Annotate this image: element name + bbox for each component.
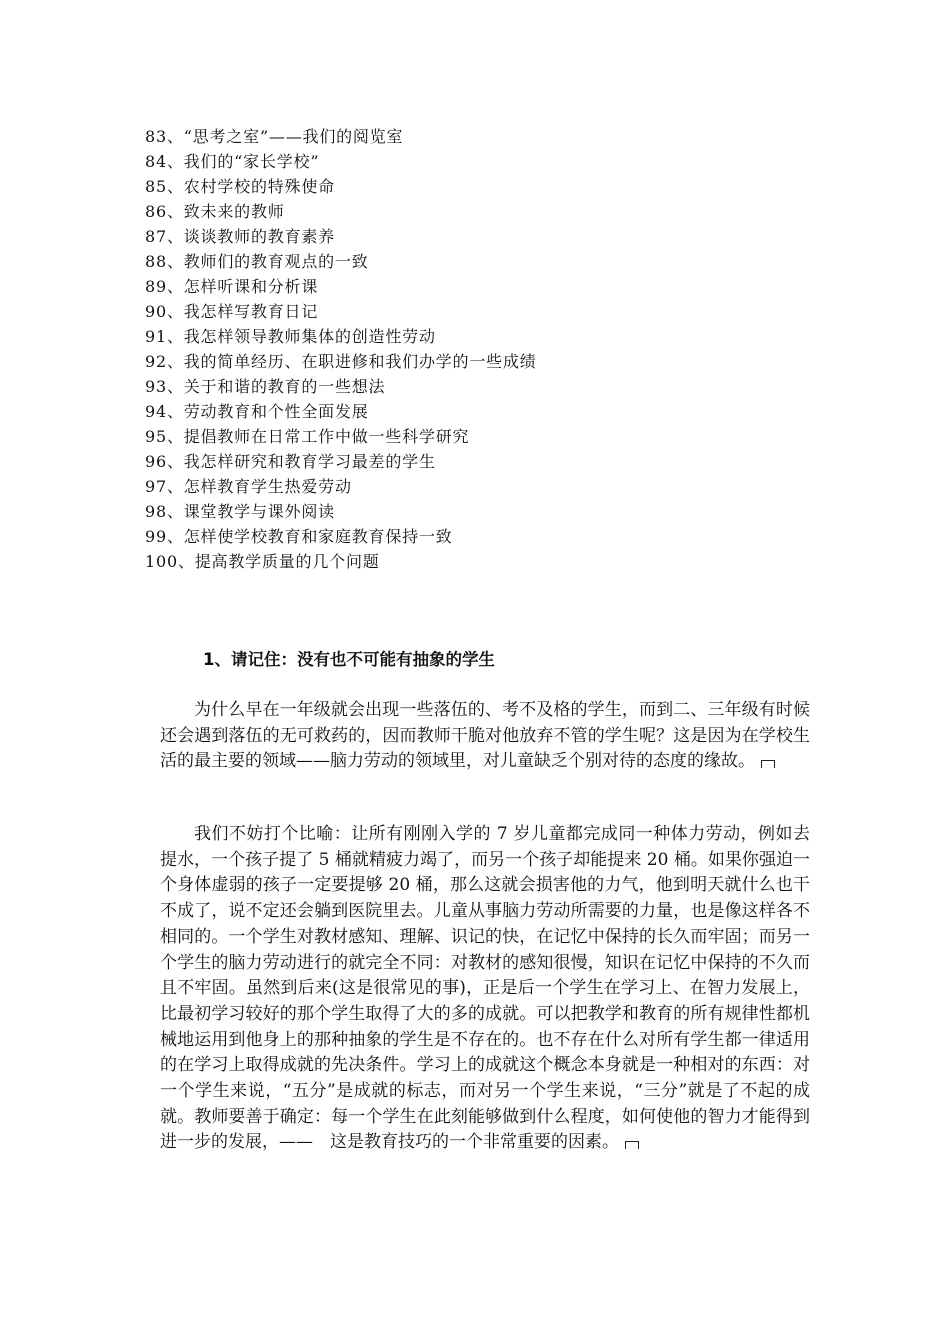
toc-item: 95、提倡教师在日常工作中做一些科学研究 [145,427,470,446]
toc-item: 89、怎样听课和分析课 [145,277,319,296]
toc-item: 88、教师们的教育观点的一致 [145,252,369,271]
toc-item: 96、我怎样研究和教育学习最差的学生 [145,452,436,471]
toc-item: 100、提高教学质量的几个问题 [145,552,380,571]
toc-item: 99、怎样使学校教育和家庭教育保持一致 [145,527,453,546]
toc-item: 90、我怎样写教育日记 [145,302,319,321]
toc-item: 94、劳动教育和个性全面发展 [145,402,369,421]
toc-item: 86、致未来的教师 [145,202,285,221]
toc-item: 92、我的简单经历、在职进修和我们办学的一些成绩 [145,352,537,371]
toc-item: 84、我们的“家长学校” [145,152,320,171]
return-mark-icon [625,1141,639,1149]
paragraph-text: 我们不妨打个比喻：让所有刚刚入学的 7 岁儿童都完成同一种体力劳动，例如去提水，一个孩子提了 5 桶就精疲力竭了，而另一个孩子却能提来 20 桶。如果你强迫一个身体虚弱的孩子一定要提够 20 桶，那么这就会损害他的力气，他到明天就什么也干不成了，说不定还会躺到医院里去。儿童从事脑力劳动所需要的力量，也是像这样各不相同的。一个学生对教材感知、理解、识记的快，在记忆中保持的长久而牢固；而另一个学生的脑力劳动进行的就完全不同：对教材的感知很慢，知识在记忆中保持的不久而且不牢固。虽然到后来(这是很常见的事)，正是后一个学生在学习上、在智力发展上，比最初学习较好的那个学生取得了大的多的成就。可以把教学和教育的所有规律性都机械地运用到他身上的那种抽象的学生是不存在的。也不存在什么对所有学生都一律适用的在学习上取得成就的先决条件。学习上的成就这个概念本身就是一种相对的东西：对一个学生来说，“五分”是成就的标志，而对另一个学生来说，“三分”就是了不起的成就。教师要善于确定：每一个学生在此刻能够做到什么程度，如何使他的智力才能得到进一步的发展，—— 这是教育技巧的一个非常重要的因素。 [160,824,810,1153]
toc-item: 97、怎样教育学生热爱劳动 [145,477,352,496]
toc-item: 98、课堂教学与课外阅读 [145,502,335,521]
toc-item: 93、关于和谐的教育的一些想法 [145,377,386,396]
paragraph-text: 为什么早在一年级就会出现一些落伍的、考不及格的学生，而到二、三年级有时候还会遇到落伍的无可救药的，因而教师干脆对他放弃不管的学生呢？这是因为在学校生活的最主要的领域——脑力劳动的领域里，对儿童缺乏个别对待的态度的缘故。 [160,700,810,772]
toc-item: 87、谈谈教师的教育素养 [145,227,335,246]
toc-item: 91、我怎样领导教师集体的创造性劳动 [145,327,436,346]
paragraph [160,698,810,775]
paragraph [160,822,810,1156]
toc-item: 83、“思考之室”——我们的阅览室 [145,127,404,146]
table-of-contents [145,124,845,574]
toc-item: 85、农村学校的特殊使命 [145,177,335,196]
return-mark-icon [761,760,775,768]
section-title: 1、请记住：没有也不可能有抽象的学生 [203,650,495,669]
